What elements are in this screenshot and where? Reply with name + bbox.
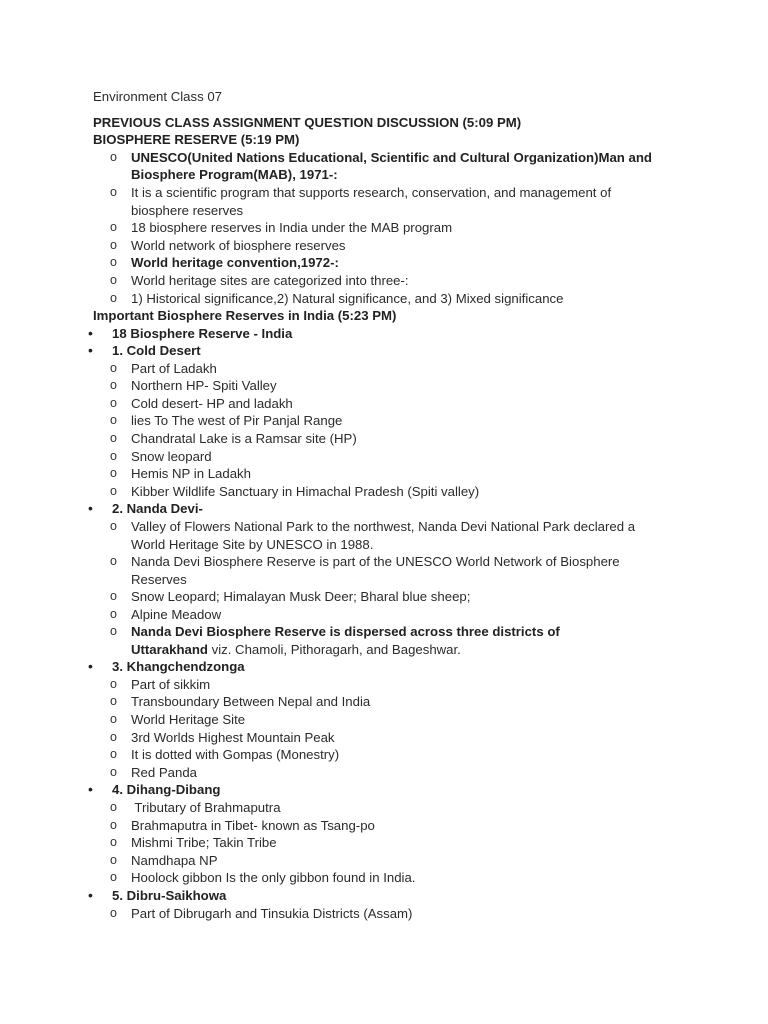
sub-bullet-marker: o: [110, 291, 117, 305]
bullet-18-reserves: 18 Biosphere Reserve - India: [112, 326, 293, 341]
list-item-unesco-network-cont: Reserves: [131, 572, 187, 587]
list-item-18-mab: 18 biosphere reserves in India under the MAB program: [131, 220, 453, 235]
list-item: Brahmaputra in Tibet- known as Tsang-po: [131, 818, 375, 833]
list-item: It is dotted with Gompas (Monestry): [131, 747, 340, 762]
districts-text: viz. Chamoli, Pithoragarh, and Bageshwar.: [207, 642, 461, 657]
sub-bullet-marker: o: [110, 853, 117, 867]
list-item-valley-of-flowers-cont: World Heritage Site by UNESCO in 1988.: [131, 537, 374, 552]
section-nanda-devi: 2. Nanda Devi-: [112, 501, 203, 516]
sub-bullet-marker: o: [110, 413, 117, 427]
list-item-valley-of-flowers: Valley of Flowers National Park to the northwest, Nanda Devi National Park declared a: [131, 519, 636, 534]
sub-bullet-marker: o: [110, 238, 117, 252]
sub-bullet-marker: o: [110, 747, 117, 761]
list-item-dispersed-cont: [131, 641, 461, 659]
sub-bullet-marker: o: [110, 378, 117, 392]
list-item: Mishmi Tribe; Takin Tribe: [131, 835, 277, 850]
sub-bullet-marker: o: [110, 431, 117, 445]
sub-bullet-marker: o: [110, 589, 117, 603]
list-item-significance: 1) Historical significance,2) Natural significance, and 3) Mixed significance: [131, 291, 564, 306]
section-dibru-saikhowa: 5. Dibru-Saikhowa: [112, 888, 227, 903]
list-item: Hoolock gibbon Is the only gibbon found in India.: [131, 870, 416, 885]
heading-discussion: PREVIOUS CLASS ASSIGNMENT QUESTION DISCUSSION (5:09 PM): [93, 115, 522, 130]
main-bullet-marker: •: [88, 325, 93, 341]
sub-bullet-marker: o: [110, 255, 117, 269]
sub-bullet-marker: o: [110, 870, 117, 884]
sub-bullet-marker: o: [110, 765, 117, 779]
list-item: Part of Ladakh: [131, 361, 217, 376]
list-item: Part of Dibrugarh and Tinsukia Districts (Assam): [131, 906, 413, 921]
sub-bullet-marker: o: [110, 677, 117, 691]
section-khangchendzonga: 3. Khangchendzonga: [112, 659, 245, 674]
sub-bullet-marker: o: [110, 361, 117, 375]
sub-bullet-marker: o: [110, 694, 117, 708]
sub-bullet-marker: o: [110, 220, 117, 234]
list-item: Hemis NP in Ladakh: [131, 466, 251, 481]
main-bullet-marker: •: [88, 658, 93, 674]
list-item: Cold desert- HP and ladakh: [131, 396, 293, 411]
sub-bullet-marker: o: [110, 449, 117, 463]
list-item-snow-leopard: Snow Leopard; Himalayan Musk Deer; Bharal blue sheep;: [131, 589, 471, 604]
list-item-scientific-cont: biosphere reserves: [131, 203, 244, 218]
sub-bullet-marker: o: [110, 906, 117, 920]
main-bullet-marker: •: [88, 887, 93, 903]
list-item-unesco: UNESCO(United Nations Educational, Scientific and Cultural Organization)Man and: [131, 150, 652, 165]
list-item: Kibber Wildlife Sanctuary in Himachal Pradesh (Spiti valley): [131, 484, 480, 499]
section-dihang-dibang: 4. Dihang-Dibang: [112, 782, 221, 797]
list-item-world-network: World network of biosphere reserves: [131, 238, 346, 253]
sub-bullet-marker: o: [110, 273, 117, 287]
uttarakhand-text: Uttarakhand: [131, 642, 208, 657]
sub-bullet-marker: o: [110, 835, 117, 849]
sub-bullet-marker: o: [110, 730, 117, 744]
main-bullet-marker: •: [88, 500, 93, 516]
list-item: 3rd Worlds Highest Mountain Peak: [131, 730, 335, 745]
sub-bullet-marker: o: [110, 554, 117, 568]
document-title: Environment Class 07: [93, 89, 223, 104]
list-item-alpine-meadow: Alpine Meadow: [131, 607, 222, 622]
list-item: World Heritage Site: [131, 712, 246, 727]
list-item: Red Panda: [131, 765, 197, 780]
list-item: Tributary of Brahmaputra: [131, 800, 281, 815]
sub-bullet-marker: o: [110, 624, 117, 638]
list-item: Snow leopard: [131, 449, 212, 464]
list-item: Transboundary Between Nepal and India: [131, 694, 371, 709]
list-item-scientific: It is a scientific program that supports research, conservation, and management of: [131, 185, 612, 200]
sub-bullet-marker: o: [110, 185, 117, 199]
heading-important-reserves: Important Biosphere Reserves in India (5:23 PM): [93, 308, 397, 323]
list-item-unesco-cont: Biosphere Program(MAB), 1971-:: [131, 167, 338, 182]
sub-bullet-marker: o: [110, 712, 117, 726]
list-item: Part of sikkim: [131, 677, 211, 692]
sub-bullet-marker: o: [110, 519, 117, 533]
sub-bullet-marker: o: [110, 396, 117, 410]
sub-bullet-marker: o: [110, 150, 117, 164]
list-item-dispersed: Nanda Devi Biosphere Reserve is dispersed across three districts of: [131, 624, 560, 639]
sub-bullet-marker: o: [110, 466, 117, 480]
list-item: Northern HP- Spiti Valley: [131, 378, 277, 393]
heading-biosphere-reserve: BIOSPHERE RESERVE (5:19 PM): [93, 132, 300, 147]
sub-bullet-marker: o: [110, 818, 117, 832]
main-bullet-marker: •: [88, 781, 93, 797]
list-item-whc: World heritage convention,1972-:: [131, 255, 339, 270]
list-item: Namdhapa NP: [131, 853, 218, 868]
list-item-unesco-network: Nanda Devi Biosphere Reserve is part of the UNESCO World Network of Biosphere: [131, 554, 620, 569]
list-item-whs-categorized: World heritage sites are categorized into three-:: [131, 273, 409, 288]
sub-bullet-marker: o: [110, 484, 117, 498]
sub-bullet-marker: o: [110, 800, 117, 814]
list-item: lies To The west of Pir Panjal Range: [131, 413, 343, 428]
main-bullet-marker: •: [88, 342, 93, 358]
list-item: Chandratal Lake is a Ramsar site (HP): [131, 431, 357, 446]
section-cold-desert: 1. Cold Desert: [112, 343, 201, 358]
sub-bullet-marker: o: [110, 607, 117, 621]
